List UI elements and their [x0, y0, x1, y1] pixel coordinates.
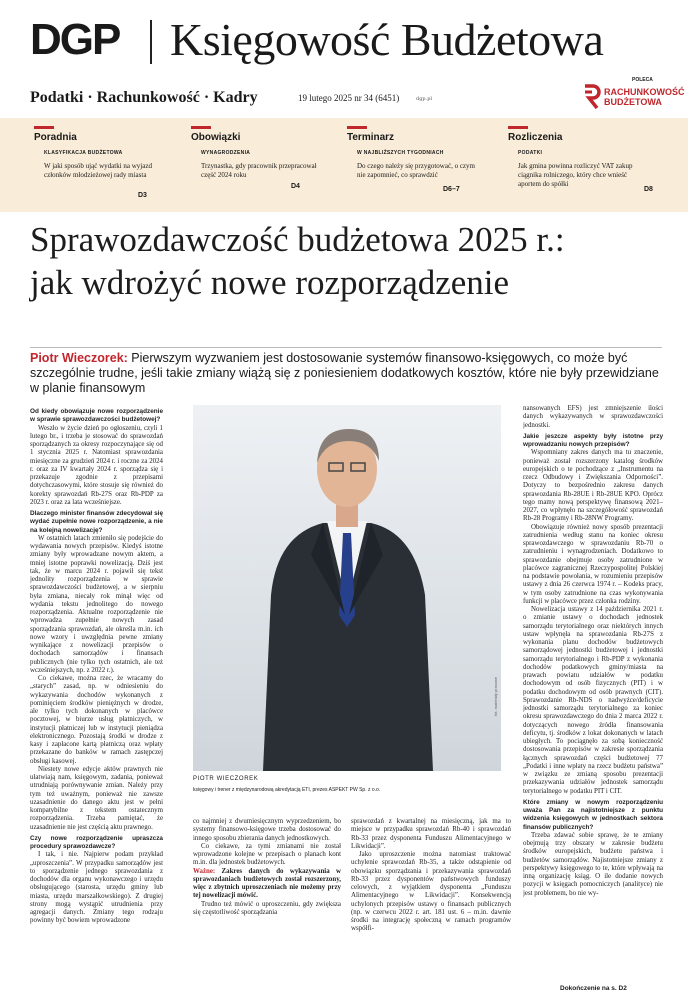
- continuation-note: Dokończenie na s. D2: [560, 985, 627, 992]
- issue-date: 19 lutego 2025 nr 34 (6451): [298, 93, 400, 103]
- teaser-heading: Obowiązki: [191, 132, 241, 143]
- interview-question: Od kiedy obowiązuje nowe rozporządzenie w sprawie sprawozdawczości budżetowej?: [30, 408, 163, 424]
- answer-paragraph: Trudno też mówić o uproszczeniu, gdy zwiększa się częstotliwość sporządzania: [193, 900, 341, 916]
- answer-paragraph: Weszło w życie dzień po ogłoszeniu, czyli 1 lutego br., i trzeba je stosować do sprawozdań sporządzanych za okresy rozpoczynające się od 1 stycznia 2025 r. Natomiast sprawozdania miesięczne za grudzień 2024 r. i roczne za 2024 r. oraz za IV kwartały 2024 r. sporządza się i przekazuje zgodnie z przepisami dotychczasowymi, które stosuje się również do korekty sprawozdań Rb-27S oraz Rb-PDP za 2023 r. oraz za lata wcześniejsze.: [30, 424, 163, 506]
- important-text: Zakres danych do wykazywania w sprawozdaniach budżetowych został rozszerzony, więc z zbytnich uproszczeniach nie możemy przy tej nowelizacji mówić.: [193, 867, 341, 900]
- answer-paragraph: W ostatnich latach zmieniło się podejście do wydawania nowych przepisów. Kiedyś istotne zmiany były wprowadzane nowym aktem, a mniej istotne poprawki nowelizacją. Dziś jest tak, że w marcu 2024 r. pojawił się tekst jednolity rozporządzenia w sprawie sprawozdawczości budżetowej, a w sierpniu była zmiana, niecały rok minął więc od wydania tekstu jednolitego do nowego rozporządzenia. Aktualne rozporządzenie nie wprowadza zupełnie nowych zasad sporządzania sprawozdań, ale określa m.in. ich nowe wzory i uwzględnia pewne zmiany wynikające z nowelizacji przepisów o dochodach samorządów i finansach publicznych (nie tylko tych ostatnich, ale też wcześniejszych, np. z 2022 r.).: [30, 534, 163, 674]
- article-lead: [30, 351, 662, 396]
- answer-paragraph: co najmniej z dwumiesięcznym wyprzedzeniem, bo systemy finansowo-księgowe trzeba dostosować do innego sposobu zbierania danych jednostkowych.: [193, 818, 341, 842]
- brand-line1: RACHUNKOWOŚĆ: [604, 87, 685, 97]
- answer-paragraph: nansowanych EFS) jest zmniejszenie ilości danych wykazywanych w sprawozdawczości jednostki.: [523, 405, 663, 429]
- teaser-rule: [508, 126, 528, 129]
- headline-line2: jak wdrożyć nowe rozporządzenie: [30, 263, 510, 302]
- site-link[interactable]: dgp.pl: [416, 96, 432, 102]
- teaser-text: Jak gmina powinna rozliczyć VAT zakup ciągnika rolniczego, który chce wnieść aportem do spółki: [518, 162, 633, 188]
- answer-paragraph: sprawozdań z kwartalnej na miesięczną, jak ma to miejsce w przypadku sprawozdań Rb-40 i sprawozdań Rb-33 przez dysponenta Funduszu Alimentacyjnego w Likwidacji”.: [351, 818, 511, 850]
- lead-divider: [30, 347, 662, 348]
- teaser-terminarz[interactable]: [347, 128, 497, 206]
- dgp-logo[interactable]: DGP: [30, 15, 120, 64]
- teaser-kicker: W NAJBLIŻSZYCH TYGODNIACH: [357, 150, 444, 156]
- teaser-band: [0, 118, 688, 212]
- answer-paragraph: Obowiązuje również nowy sposób prezentacji zatrudnienia według stanu na koniec okresu sprawozdawczego w sprawozdaniu Rb-70 o zatrudnieniu i wynagrodzeniach. Dodatkowo to sprawozdanie obejmuje osoby zatrudnione w placówce zagranicznej Rzeczypospolitej Polskiej na podstawie powołania, w rozumieniu przepisów ustawy z dnia 26 czerwca 1974 r. – Kodeks pracy, w tym osoby zatrudnione na czas wykonywania funkcji w placówce przez członka rodziny.: [523, 523, 663, 605]
- answer-paragraph: Co ciekawe, można rzec, że wracamy do „starych” zasad, np. w odniesieniu do wykazywania dochodów wykonanych z pominięciem środków pieniężnych w drodze, ale tylko tych dokonanych w placówce pocztowej, w biurze usług płatniczych, w instytucji płatniczej lub w instytucji pieniądza elektronicznego. Pozostają środki w drodze z kasy i zapłacone kartą płatniczą oraz wpłaty przekazane do banków w ramach zastępczej obsługi kasowej.: [30, 675, 163, 765]
- article-headline: [30, 218, 670, 304]
- teaser-heading: Rozliczenia: [508, 132, 563, 143]
- teaser-kicker: PODATKI: [518, 150, 543, 156]
- answer-paragraph: Co ciekawe, za tymi zmianami nie został wprowadzone kolejne w przepisach o planach kont m.in. dla jednostek budżetowych.: [193, 842, 341, 867]
- teaser-poradnia[interactable]: [34, 128, 184, 206]
- brand-line2: BUDŻETOWA: [604, 97, 662, 107]
- teaser-page: D6–7: [443, 186, 460, 193]
- lead-author: Piotr Wieczorek:: [30, 351, 128, 365]
- teaser-obowiazki[interactable]: [191, 128, 341, 206]
- answer-paragraph: Jako uproszczenie można natomiast traktować uchylenie sprawozdań Rb-35, a także odstąpienie od obowiązku sporządzania i przekazywania sprawozdań Rb-33 przez dysponentów państwowych funduszy celowych, z wyjątkiem dysponenta „Funduszu Alimentacyjnego w Likwidacji”. Konsekwencją uchylonych przepisów ustawy o finansach publicznych (np. w czerwcu 2022 r. art. 181 ust. 6 – m.in. dawnie środki na integrację społeczną w ramach programów współfi-: [351, 851, 511, 933]
- teaser-heading: Terminarz: [347, 132, 395, 143]
- interview-question: Które zmiany w nowym rozporządzeniu uważa Pan za najistotniejsze z punktu widzenia księgowych w jednostkach sektora finansów publicznych?: [523, 798, 663, 831]
- poleca-label: POLECA: [632, 77, 653, 83]
- important-note: [193, 868, 341, 901]
- answer-paragraph: Trzeba zdawać sobie sprawę, że te zmiany obejmują trzy obszary w zakresie budżetu środków europejskich, budżetu państwa i budżetów samorządów. Najistotniejsze zmiany z perspektywy księgowego to te, które wpływają na inną organizację ksiąg. O ile dodanie nowych pozycji w księgach pomocniczych (analityce) nie jest problemem, bo nie wy-: [523, 831, 663, 897]
- teaser-heading: Poradnia: [34, 132, 77, 143]
- teaser-rule: [34, 126, 54, 129]
- supplement-title: Księgowość Budżetowa: [170, 14, 604, 65]
- section-list: Podatki · Rachunkowość · Kadry: [30, 89, 258, 106]
- teaser-page: D3: [138, 192, 147, 199]
- rachunkowosc-budzetowa-logo[interactable]: [582, 84, 685, 110]
- answer-paragraph: Wspomniany zakres danych ma tu znaczenie, ponieważ został rozszerzony katalog środków europejskich o te pochodzące z „Instrumentu na rzecz Odbudowy i Zwiększania Odporności”. Dotyczy to bezpośrednio zakresu danych sprawozdania Rb-28UE i Rb-28UE KPO. Oprócz tego mamy nową perspektywę finansową 2021–2027, co wpłynęło na szczegółowość sprawozdań Rb-28 Programy i Rb-28NW Programy.: [523, 449, 663, 523]
- article-column-4: [523, 405, 663, 980]
- teaser-kicker: WYNAGRODZENIA: [201, 150, 251, 156]
- article-column-1: [30, 405, 163, 995]
- teaser-page: D4: [291, 183, 300, 190]
- portrait-illustration: [193, 405, 501, 771]
- answer-paragraph: Niestety nowe edycje aktów prawnych nie ułatwiają nam, księgowym, zadania, ponieważ utrudniają porównywanie zmian. Należy przy tym też uważnym, ponieważ nie zawsze uzasadnienie do danego aktu jest w pełni kompatybilne z tekstem ostatecznym rozporządzenia. Trzeba pamiętać, że uzasadnienie nie jest częścią aktu prawnego.: [30, 765, 163, 831]
- teaser-text: Do czego należy się przygotować, o czym nie zapomnieć, co sprawdzić: [357, 162, 475, 179]
- teaser-text: W jaki sposób ująć wydatki na wyjazd członków młodzieżowej rady miasta: [44, 162, 152, 179]
- teaser-page: D8: [644, 186, 653, 193]
- teaser-rozliczenia[interactable]: [508, 128, 658, 206]
- article-column-2: [193, 818, 341, 993]
- answer-paragraph: I tak, i nie. Najpierw podam przykład „uproszczenia”. W przypadku samorządów jest to sporządzenie jednego sprawozdania z dochodów dla organu wykonawczego i urzędu obsługującego (starosta, urzędu gminy lub miasta, urzędu marszałkowskiego). Z drugiej strony mogą wystąpić utrudnienia przy agregacji danych. Zmiany tego rodzaju powinny być bowiem wprowadzone: [30, 851, 163, 925]
- photo-credit: fot. materiały prasowe: [493, 676, 498, 716]
- answer-paragraph: Nowelizacja ustawy z 14 października 2021 r. o zmianie ustawy o dochodach jednostek samorządu terytorialnego oraz niektórych innych ustaw wpłynęła na sprawozdania Rb-27S z wykonania planu dochodów budżetowych samorządowej jednostki budżetowej i jednostki samorządu terytorialnego i Rb-PDP z wykonania dochodów podatkowych gminy/miasta na prawach powiatu udziałów w podatku dochodowym od osób fizycznych (PIT) i w podatku dochodowym od osób prawnych (CIT). Sprawozdanie Rb-NDS o nadwyżce/deficycie jednostki samorządu terytorialnego za koniec okresu sprawozdawczego do dnia 2 marca 2022 r. dotyczących nowego źródła finansowania deficytu, tj. środków z lokat dokonanych w latach ubiegłych. To pociągnęło za sobą konieczność dostosowania przepisów w zakresie sporządzania łącznych sprawozdań części budżetowej 77 „Podatki i inne wpłaty na rzecz budżetu państwa” w związku ze zmianą sposobu prezentacji przekazywania udziałów jednostek samorządu terytorialnego w podatku PIT i CIT.: [523, 606, 663, 795]
- teaser-text: Trzynastka, gdy pracownik przepracował część 2024 roku: [201, 162, 317, 179]
- interview-question: Dlaczego minister finansów zdecydował się wydać zupełnie nowe rozporządzenie, a nie na kolejną nowelizację?: [30, 510, 163, 534]
- masthead-divider: [150, 20, 152, 64]
- interview-question: Jakie jeszcze aspekty były istotne przy wprowadzaniu nowych przepisów?: [523, 432, 663, 448]
- teaser-rule: [347, 126, 367, 129]
- teaser-rule: [191, 126, 211, 129]
- important-label: Ważne:: [193, 867, 216, 875]
- photo-caption: PIOTR WIECZOREK: [193, 776, 259, 782]
- author-photo: [193, 405, 501, 771]
- interview-question: Czy nowe rozporządzenie upraszcza procedury sprawozdawcze?: [30, 834, 163, 850]
- headline-line1: Sprawozdawczość budżetowa 2025 r.:: [30, 220, 565, 259]
- brand-r-icon: [582, 84, 602, 110]
- photo-description: księgowy i trener z międzynarodową akredytacją ETI, prezes ASPEKT PW Sp. z o.o.: [193, 787, 381, 793]
- article-column-3: [351, 818, 511, 993]
- teaser-kicker: KLASYFIKACJA BUDŻETOWA: [44, 150, 123, 156]
- lead-text: Pierwszym wyzwaniem jest dostosowanie systemów finansowo-księgowych, co może być szczególnie trudne, jeśli takie zmiany wiążą się z poniesieniem dodatkowych kosztów, które nie były przewidziane w planie finansowym: [30, 351, 659, 395]
